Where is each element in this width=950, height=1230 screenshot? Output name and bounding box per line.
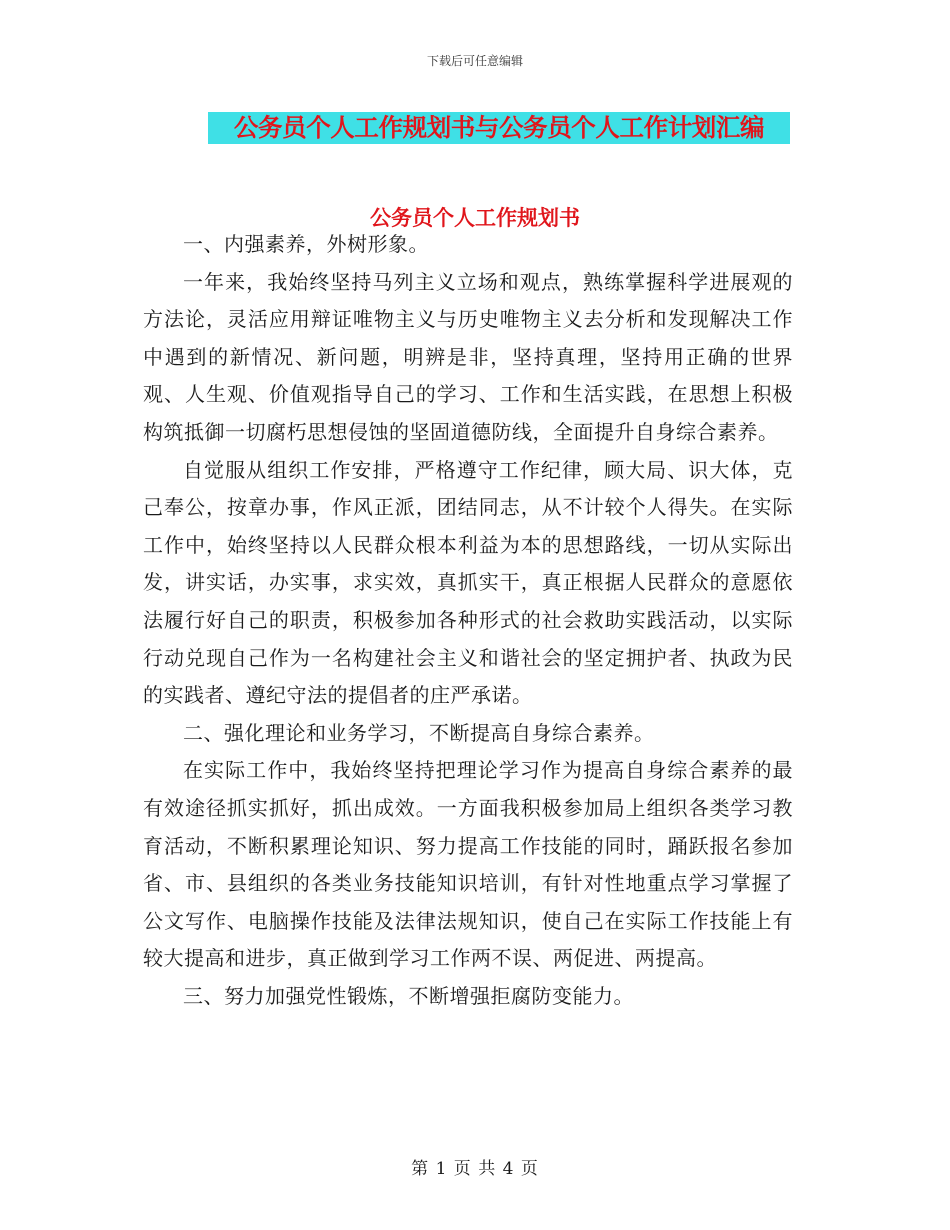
document-title-highlight bbox=[208, 112, 790, 144]
body-paragraph: 自觉服从组织工作安排，严格遵守工作纪律，顾大局、识大体，克己奉公，按章办事，作风正派，团结同志，从不计较个人得失。在实际工作中，始终坚持以人民群众根本利益为本的思想路线，一切从实际出发，讲实话，办实事，求实效，真抓实干，真正根据人民群众的意愿依法履行好自己的职责，积极参加各种形式的社会救助实践活动，以实际行动兑现自己作为一名构建社会主义和谐社会的坚定拥护者、执政为民的实践者、遵纪守法的提倡者的庄严承诺。 bbox=[143, 457, 793, 708]
heading-three: 三、努力加强党性锻炼，不断增强拒腐防变能力。 bbox=[183, 983, 634, 1008]
header-note: 下载后可任意编辑 bbox=[426, 54, 523, 68]
heading-one: 一、内强素养，外树形象。 bbox=[183, 232, 429, 256]
section-title: 公务员个人工作规划书 bbox=[370, 206, 580, 230]
page-number: 第 1 页 共 4 页 bbox=[411, 1159, 539, 1179]
document-body bbox=[143, 226, 793, 1015]
document-title: 公务员个人工作规划书与公务员个人工作计划汇编 bbox=[208, 112, 790, 144]
body-paragraph: 一年来，我始终坚持马列主义立场和观点，熟练掌握科学进展观的方法论，灵活应用辩证唯物主义与历史唯物主义去分析和发现解决工作中遇到的新情况、新问题，明辨是非，坚持真理，坚持用正确的世界观、人生观、价值观指导自己的学习、工作和生活实践，在思想上积极构筑抵御一切腐朽思想侵蚀的坚固道德防线，全面提升自身综合素养。 bbox=[143, 269, 793, 444]
heading-two: 二、强化理论和业务学习，不断提高自身综合素养。 bbox=[183, 720, 655, 745]
body-paragraph: 在实际工作中，我始终坚持把理论学习作为提高自身综合素养的最有效途径抓实抓好，抓出成效。一方面我积极参加局上组织各类学习教育活动，不断积累理论知识、努力提高工作技能的同时，踊跃报名参加省、市、县组织的各类业务技能知识培训，有针对性地重点学习掌握了公文写作、电脑操作技能及法律法规知识，使自己在实际工作技能上有较大提高和进步，真正做到学习工作两不误、两促进、两提高。 bbox=[143, 758, 793, 971]
